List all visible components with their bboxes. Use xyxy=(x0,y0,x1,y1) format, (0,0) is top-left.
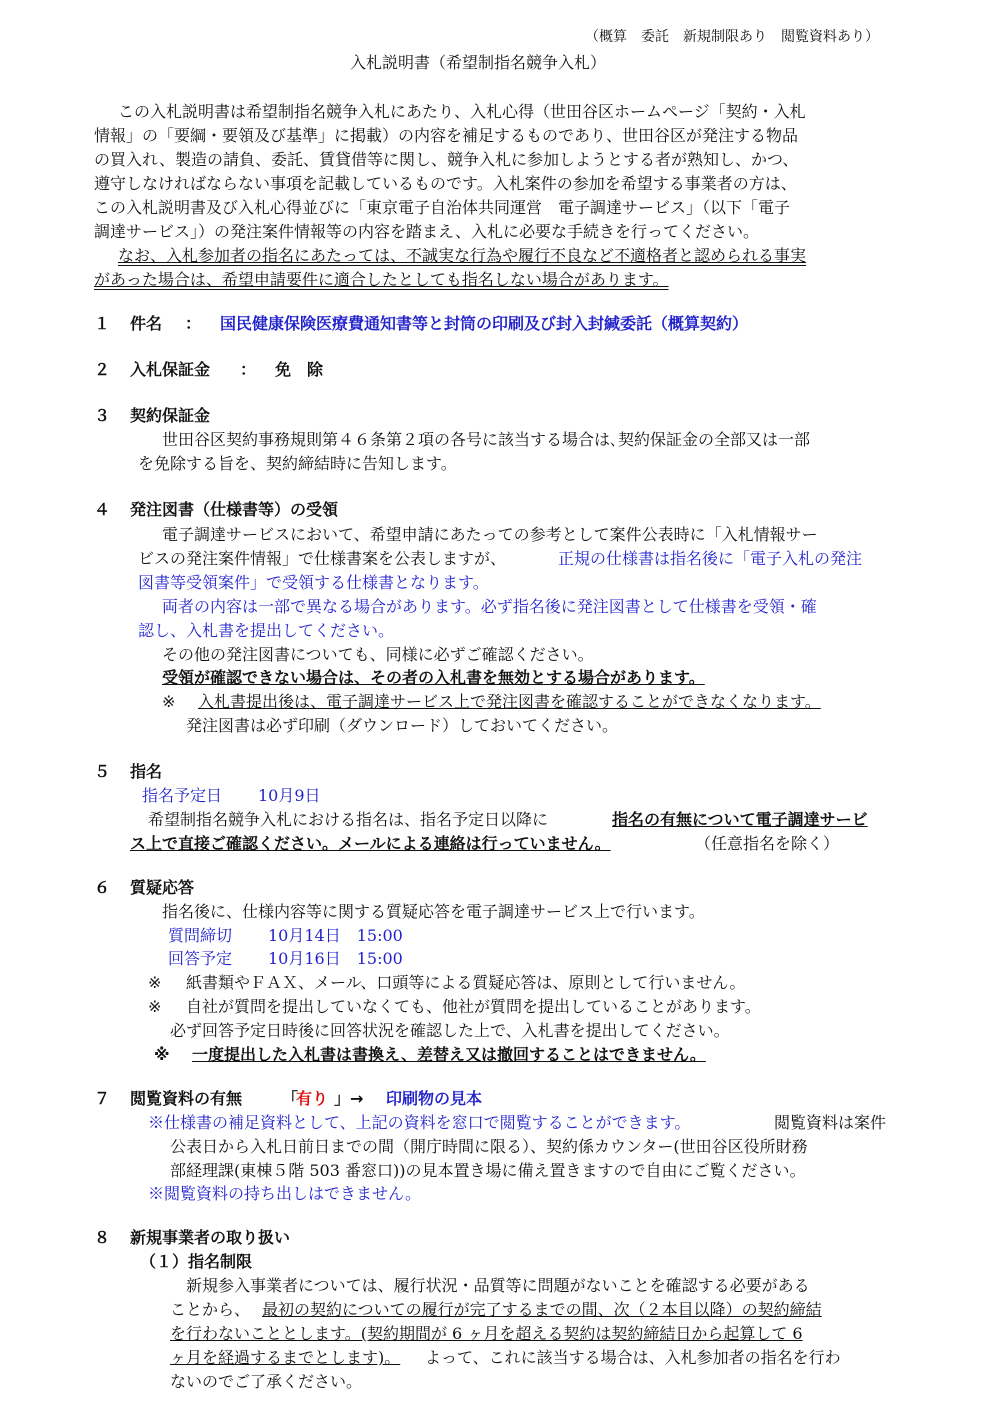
s2-number: ２ xyxy=(94,360,111,379)
s1-subject: 国民健康保険医療費通知書等と封筒の印刷及び封入封緘委託（概算契約） xyxy=(220,314,749,333)
s1-number: １ xyxy=(94,314,111,333)
s5-line-1b: 指名の有無について電子調達サービ xyxy=(612,810,868,829)
s2-label: 入札保証金 xyxy=(130,360,211,379)
s4-note-mark: ※ xyxy=(162,692,176,711)
s5-line-1a: 希望制指名競争入札における指名は、指名予定日以降に xyxy=(148,810,549,829)
s8-line-2a: ことから、 xyxy=(170,1300,251,1319)
s5-date-label: 指名予定日 xyxy=(142,786,223,805)
s8-line-2b: 最初の契約についての履行が完了するまでの間、次（２本目以降）の契約締結 xyxy=(262,1300,822,1319)
intro-notice-line-2: があった場合は、希望申請要件に適合したとしても指名しない場合があります。 xyxy=(94,270,669,289)
s1-colon: ： xyxy=(185,314,202,333)
s8-line-3: を行わないこととします。(契約期間が 6 ヶ月を超える契約は契約締結日から起算して 6 xyxy=(170,1324,803,1343)
s8-line-4b: よって、これに該当する場合は、入札参加者の指名を行わ xyxy=(425,1348,841,1367)
s3-number: ３ xyxy=(94,406,111,425)
s6-note-2: 自社が質問を提出していなくても、他社が質問を提出していることがあります。 xyxy=(186,997,761,1016)
s7-line-2: 公表日から入札日前日までの間（開庁時間に限る）、契約係カウンター(世田谷区役所財務 xyxy=(170,1137,808,1156)
s4-note-2: 発注図書は必ず印刷（ダウンロード）しておいてください。 xyxy=(186,716,619,735)
s1-label: 件名 xyxy=(130,314,163,333)
s6-label: 質疑応答 xyxy=(130,878,195,897)
s4-warning: 受領が確認できない場合は、その者の入札書を無効とする場合があります。 xyxy=(162,668,705,687)
s7-line-1a: ※仕様書の補足資料として、上記の資料を窓口で閲覧することができます。 xyxy=(148,1113,691,1132)
s7-number: ７ xyxy=(94,1089,111,1108)
s8-number: ８ xyxy=(94,1228,111,1247)
s5-date: 10月9日 xyxy=(258,786,321,805)
s4-line-2b: 正規の仕様書は指名後に「電子入札の発注 xyxy=(558,549,863,568)
s4-line-1: 電子調達サービスにおいて、希望申請にあたっての参考として案件公表時に「入札情報サー xyxy=(162,525,818,544)
s7-bracket-close: 」→ xyxy=(334,1089,364,1108)
document-tag: （概算 委託 新規制限あり 閲覧資料あり） xyxy=(585,29,879,45)
s7-availability: 有り xyxy=(296,1089,329,1108)
s7-line-4: ※閲覧資料の持ち出しはできません。 xyxy=(148,1184,421,1203)
s4-number: ４ xyxy=(94,500,111,519)
s3-line-2: を免除する旨を、契約締結時に告知します。 xyxy=(138,454,457,473)
s6-line-1: 指名後に、仕様内容等に関する質疑応答を電子調達サービス上で行います。 xyxy=(162,902,705,921)
s3-label: 契約保証金 xyxy=(130,406,211,425)
s7-line-1b: 閲覧資料は案件 xyxy=(774,1113,887,1132)
s4-line-4: 両者の内容は一部で異なる場合があります。必ず指名後に発注図書として仕様書を受領・確 xyxy=(162,597,817,616)
s6-note-1: 紙書類やＦＡＸ、メール、口頭等による質疑応答は、原則として行いません。 xyxy=(186,973,746,992)
s8-label: 新規事業者の取り扱い xyxy=(130,1228,291,1247)
s2-value: 免 除 xyxy=(275,360,324,379)
document-title: 入札説明書（希望制指名競争入札） xyxy=(350,53,607,72)
s4-line-3: 図書等受領案件」で受領する仕様書となります。 xyxy=(138,573,489,592)
s4-label: 発注図書（仕様書等）の受領 xyxy=(130,500,339,519)
s6-note-2-mark: ※ xyxy=(148,997,162,1016)
s7-item: 印刷物の見本 xyxy=(386,1089,483,1108)
intro-line-4: 遵守しなければならない事項を記載しているものです。入札案件の参加を希望する事業者の方は、 xyxy=(94,174,797,193)
s7-line-3: 部経理課(東棟５階 503 番窓口))の見本置き場に備え置きますので自由にご覧ください。 xyxy=(170,1161,806,1180)
intro-line-6: 調達サービス」）の発注案件情報等の内容を踏まえ、入札に必要な手続きを行ってください。 xyxy=(94,222,759,241)
s4-note: 入札書提出後は、電子調達サービス上で発注図書を確認することができなくなります。 xyxy=(198,692,821,711)
s5-number: ５ xyxy=(94,762,111,781)
s2-colon: ： xyxy=(240,360,257,379)
intro-line-3: の買入れ、製造の請負、委託、賃貸借等に関し、競争入札に参加しようとする者が熟知し、かつ、 xyxy=(94,150,799,169)
s5-line-2a: ス上で直接ご確認ください。メールによる連絡は行っていません。 xyxy=(130,834,611,853)
s6-note-2b: 必ず回答予定日時後に回答状況を確認した上で、入札書を提出してください。 xyxy=(170,1021,730,1040)
s4-line-2a: ビスの発注案件情報」で仕様書案を公表しますが、 xyxy=(138,549,507,568)
s6-note-3-mark: ※ xyxy=(154,1045,170,1064)
s8-line-1: 新規参入事業者については、履行状況・品質等に問題がないことを確認する必要がある xyxy=(186,1276,810,1295)
s6-note-1-mark: ※ xyxy=(148,973,162,992)
s8-line-4a: ヶ月を経過するまでとします)。 xyxy=(170,1348,401,1367)
s6-answer-date: 10月16日 15:00 xyxy=(268,949,403,968)
s3-line-1: 世田谷区契約事務規則第４６条第２項の各号に該当する場合は､契約保証金の全部又は一部 xyxy=(162,430,811,449)
intro-line-2: 情報」の「要綱・要領及び基準」に掲載）の内容を補足するものであり、世田谷区が発注する物品 xyxy=(94,126,799,145)
s6-answer-label: 回答予定 xyxy=(168,949,233,968)
s8-subheading: （１）指名制限 xyxy=(140,1252,253,1271)
s8-line-5: ないのでご了承ください。 xyxy=(170,1372,363,1391)
s5-label: 指名 xyxy=(130,762,163,781)
intro-notice-line-1: なお、入札参加者の指名にあたっては、不誠実な行為や履行不良など不適格者と認められる事実 xyxy=(118,246,807,265)
s4-line-6: その他の発注図書についても、同様に必ずご確認ください。 xyxy=(162,645,594,664)
s5-line-2b: （任意指名を除く） xyxy=(695,834,840,853)
s6-number: ６ xyxy=(94,878,111,897)
s6-note-3: 一度提出した入札書は書換え、差替え又は撤回することはできません。 xyxy=(192,1045,706,1064)
s4-line-5: 認し、入札書を提出してください。 xyxy=(138,621,395,640)
intro-line-5: この入札説明書及び入札心得並びに「東京電子自治体共同運営 電子調達サービス」（以下「電子 xyxy=(94,198,791,217)
s6-question-date: 10月14日 15:00 xyxy=(268,926,403,945)
intro-line-1: この入札説明書は希望制指名競争入札にあたり、入札心得（世田谷区ホームページ「契約・入札 xyxy=(118,102,806,121)
s7-label: 閲覧資料の有無 xyxy=(130,1089,243,1108)
s6-question-label: 質問締切 xyxy=(168,926,233,945)
s7-bracket-open: 「 xyxy=(282,1089,299,1108)
